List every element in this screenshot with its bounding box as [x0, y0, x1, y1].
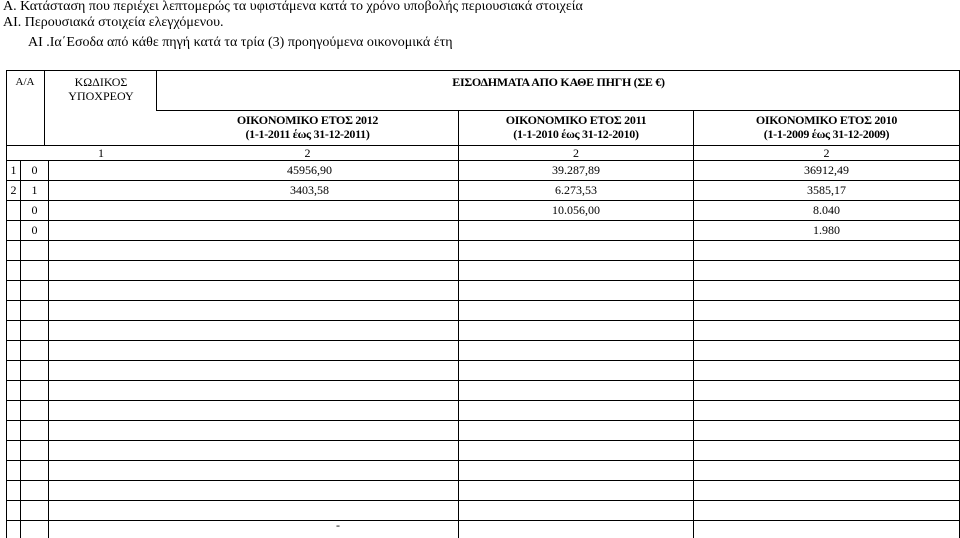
year-2012-title: ΟΙΚΟΝΟΜΙΚΟ ΕΤΟΣ 2012 [236, 113, 379, 127]
row-4-code: 0 [31, 223, 38, 237]
row-2-2012: 3403,58 [290, 183, 329, 197]
row-line [6, 360, 960, 361]
row-line [6, 480, 960, 481]
col-aa-header: Α/Α [15, 76, 35, 88]
col-line-code-lower [48, 160, 49, 538]
row-line [6, 220, 960, 221]
row-line [6, 180, 960, 181]
index-cell-5: 2 [823, 146, 830, 160]
row-line [6, 400, 960, 401]
row-line [6, 380, 960, 381]
row-line [6, 340, 960, 341]
index-cell-4: 2 [573, 146, 579, 160]
income-title: ΕΙΣΟΔΗΜΑΤΑ ΑΠΟ ΚΑΘΕ ΠΗΓΗ (ΣΕ €) [452, 75, 665, 89]
row-line [6, 260, 960, 261]
header-line-2: ΑΙ. Περουσιακά στοιχεία ελεγχόμενου. [3, 15, 224, 30]
row-3-2010: 8.040 [813, 203, 840, 217]
header-line-3: ΑΙ .Ια΄Εσοδα από κάθε πηγή κατά τα τρία (3) προηγούμενα οικονομικά έτη [28, 35, 453, 50]
row-4-2010: 1.980 [813, 223, 840, 237]
row-line [6, 240, 960, 241]
row-1-2012: 45956,90 [287, 163, 332, 177]
year-2011-title: ΟΙΚΟΝΟΜΙΚΟ ΕΤΟΣ 2011 [505, 113, 647, 127]
row-2-code: 1 [31, 183, 38, 197]
row-line [6, 460, 960, 461]
year-2012-range: (1-1-2011 έως 31-12-2011) [245, 127, 370, 141]
table-border-top [6, 70, 960, 71]
index-cell-1: 1 [98, 146, 104, 160]
row-line [6, 300, 960, 301]
row-1-2010: 36912,49 [804, 163, 849, 177]
row-1-2011: 39.287,89 [552, 163, 600, 177]
col-code-header-2: ΥΠΟΧΡΕΟΥ [68, 89, 134, 103]
year-2011-range: (1-1-2010 έως 31-12-2010) [513, 127, 639, 141]
table-border-left [6, 70, 7, 538]
row-line [6, 420, 960, 421]
row-line-index [6, 160, 960, 161]
row-3-code: 0 [31, 203, 38, 217]
col-code-header-1: ΚΩΔΙΚΟΣ [74, 75, 128, 89]
index-cell-3: 2 [304, 146, 311, 160]
header-line-1: Α. Κατάσταση που περιέχει λεπτομερώς τα υφιστάμενα κατά το χρόνο υποβολής περιουσιακά στοιχεία [3, 0, 583, 14]
row-line [6, 500, 960, 501]
row-1-aa: 1 [10, 163, 17, 177]
row-2-aa: 2 [10, 183, 17, 197]
year-2010-title: ΟΙΚΟΝΟΜΙΚΟ ΕΤΟΣ 2010 [755, 113, 898, 127]
row-line [6, 280, 960, 281]
year-2010-range: (1-1-2009 έως 31-12-2009) [763, 127, 890, 141]
row-1-code: 0 [31, 163, 38, 177]
income-table [6, 70, 960, 538]
row-line [6, 320, 960, 321]
row-line [6, 520, 960, 521]
row-2-2011: 6.273,53 [555, 183, 597, 197]
row-line-title [156, 110, 960, 111]
row-line [6, 200, 960, 201]
row-3-2011: 10.056,00 [552, 203, 600, 217]
footer-mark: - [336, 518, 340, 532]
row-2-2010: 3585,17 [807, 183, 846, 197]
row-line [6, 440, 960, 441]
